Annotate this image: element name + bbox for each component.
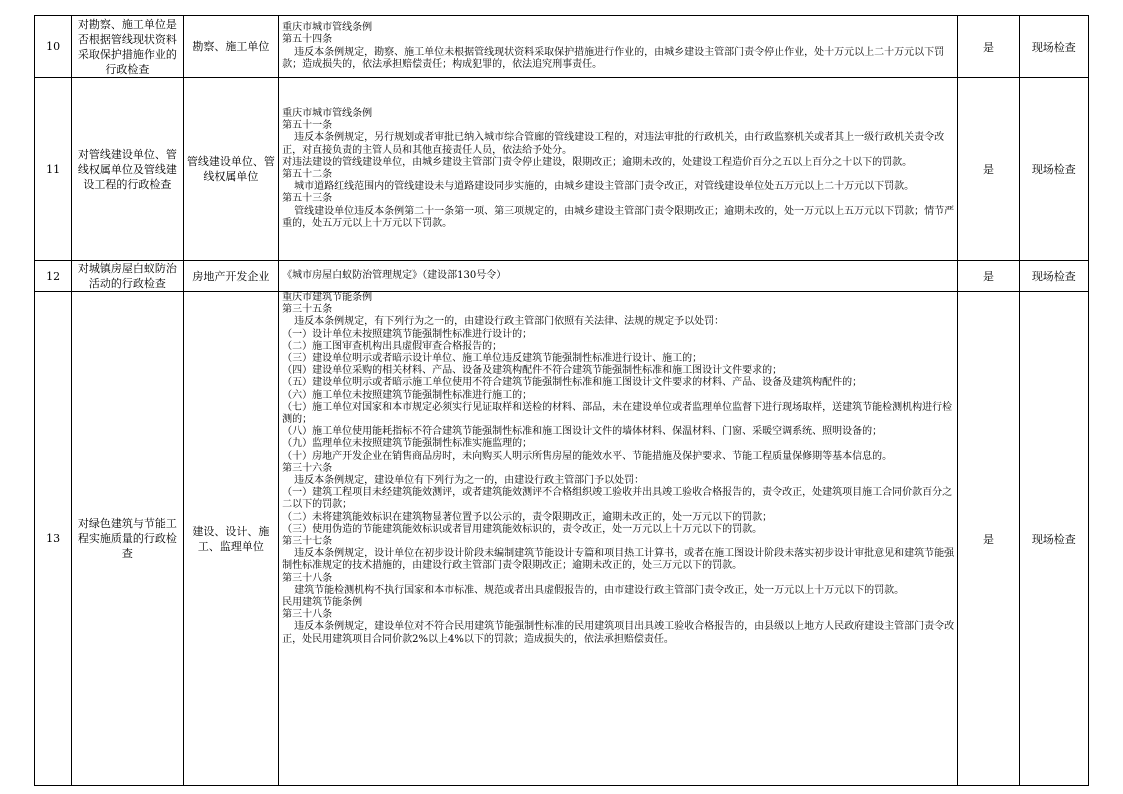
basis-line: 对违法建设的管线建设单位，由城乡建设主管部门责令停止建设，限期改正；逾期未改的，处建设工程造价百分之五以上百分之十以下的罚款。: [282, 156, 913, 168]
inspection-mode: 现场检查: [1019, 78, 1088, 261]
basis-line: 管线建设单位违反本条例第二十一条第一项、第三项规定的，由城乡建设主管部门责令限期改正；逾期未改的，处一万元以上五万元以下罚款；情节严重的，处五万元以上十万元以下罚款。: [282, 205, 955, 229]
basis-line: 第三十六条: [282, 462, 333, 474]
basis-line: 第五十四条: [282, 34, 333, 46]
table-row: [35, 78, 1089, 261]
applicable-flag: 是: [958, 78, 1019, 261]
basis-line: 违反本条例规定，有下列行为之一的，由建设行政主管部门依照有关法律、法规的规定予以处罚：: [294, 316, 725, 328]
inspection-item: 对城镇房屋白蚁防治活动的行政检查: [72, 261, 184, 292]
basis-line: 第五十三条: [282, 193, 333, 205]
basis-line: （二）未将建筑能效标识在建筑物显著位置予以公示的，责令限期改正，逾期未改正的，处一万元以下的罚款；: [282, 511, 773, 523]
basis-line: （四）建设单位采购的相关材料、产品、设备及建筑构配件不符合建筑节能强制性标准和施工图设计文件要求的；: [282, 365, 783, 377]
basis-line: 第五十二条: [282, 169, 333, 180]
legal-basis: [279, 78, 958, 261]
basis-line: （一）建筑工程项目未经建筑能效测评，或者建筑能效测评不合格组织竣工验收并出具竣工验收合格报告的，责令改正，处建筑项目施工合同价款百分之二以下的罚款；: [282, 487, 953, 511]
basis-line: 第三十八条: [282, 609, 333, 621]
basis-line: 违反本条例规定，设计单位在初步设计阶段未编制建筑节能设计专篇和项目热工计算书，或者在施工图设计阶段未落实初步设计审批意见和建筑节能强制性标准规定的技术措施的，由建设行政主管部门责令限期改正；逾期未改正的，处三万元以下的罚款。: [282, 548, 955, 572]
applicable-flag: 是: [958, 261, 1019, 292]
basis-line: （十）房地产开发企业在销售商品房时，未向购买人明示所售房屋的能效水平、节能措施及保护要求、节能工程质量保修期等基本信息的。: [282, 450, 893, 462]
basis-line: （七）施工单位对国家和本市规定必须实行见证取样和送检的材料、部品，未在建设单位或者监理单位监督下进行现场取样，送建筑节能检测机构进行检测的；: [282, 401, 953, 426]
inspection-mode: 现场检查: [1019, 16, 1088, 78]
basis-line: 民用建筑节能条例: [282, 597, 363, 609]
table-row: [35, 292, 1089, 786]
applicable-flag: 是: [958, 16, 1019, 78]
basis-line: （一）设计单位未按照建筑节能强制性标准进行设计的；: [282, 328, 533, 340]
basis-line: （八）施工单位使用能耗指标不符合建筑节能强制性标准和施工图设计文件的墙体材料、保温材料、门窗、采暖空调系统、照明设备的；: [282, 426, 883, 438]
legal-basis: [279, 16, 958, 78]
legal-basis-text: [282, 270, 954, 282]
inspection-subject: 房地产开发企业: [183, 261, 278, 292]
inspection-item: 对绿色建筑与节能工程实施质量的行政检查: [72, 292, 184, 786]
basis-line: 重庆市城市管线条例: [282, 107, 373, 119]
inspection-mode: 现场检查: [1019, 292, 1088, 786]
basis-line: 违反本条例规定，勘察、施工单位未根据管线现状资料采取保护措施进行作业的，由城乡建设主管部门责令停止作业，处十万元以上二十万元以下罚款；造成损失的，依法承担赔偿责任；构成犯罪的，依法追究刑事责任。: [282, 46, 945, 70]
basis-line: （二）施工图审查机构出具虚假审查合格报告的；: [282, 340, 503, 352]
inspection-item: 对勘察、施工单位是否根据管线现状资料采取保护措施作业的行政检查: [72, 16, 184, 78]
inspection-subject: 管线建设单位、管线权属单位: [183, 78, 278, 261]
basis-line: 第三十八条: [282, 572, 333, 584]
inspection-table: [34, 15, 1089, 786]
row-number: 10: [35, 16, 72, 78]
applicable-flag: 是: [958, 292, 1019, 786]
basis-line: （六）施工单位未按照建筑节能强制性标准进行施工的；: [282, 389, 533, 401]
basis-line: （三）建设单位明示或者暗示设计单位、施工单位违反建筑节能强制性标准进行设计、施工的；: [282, 353, 703, 365]
basis-line: （三）使用伪造的节能建筑能效标识或者冒用建筑能效标识的，责令改正，处一万元以上十万元以下的罚款。: [282, 523, 763, 535]
row-number: 13: [35, 292, 72, 786]
basis-line: 第五十一条: [282, 120, 333, 132]
table-row: [35, 16, 1089, 78]
basis-line: 第三十五条: [282, 304, 333, 316]
inspection-subject: 建设、设计、施工、监理单位: [183, 292, 278, 786]
legal-basis: [279, 261, 958, 292]
basis-line: 重庆市城市管线条例: [282, 22, 373, 34]
row-number: 12: [35, 261, 72, 292]
inspection-item: 对管线建设单位、管线权属单位及管线建设工程的行政检查: [72, 78, 184, 261]
basis-line: （五）建设单位明示或者暗示施工单位使用不符合建筑节能强制性标准和施工图设计文件要求的材料、产品、设备及建筑构配件的；: [282, 377, 863, 389]
basis-line: 《城市房屋白蚁防治管理规定》（建设部130号令）: [282, 269, 507, 281]
table-row: [35, 261, 1089, 292]
row-number: 11: [35, 78, 72, 261]
legal-basis-text: [282, 108, 954, 230]
basis-line: 建筑节能检测机构不执行国家和本市标准、规范或者出具虚假报告的，由市建设行政主管部门责令改正，处一万元以上十万元以下的罚款。: [294, 584, 905, 596]
inspection-mode: 现场检查: [1019, 261, 1088, 292]
basis-line: （九）监理单位未按照建筑节能强制性标准实施监理的；: [282, 438, 533, 450]
inspection-subject: 勘察、施工单位: [183, 16, 278, 78]
basis-line: 城市道路红线范围内的管线建设未与道路建设同步实施的，由城乡建设主管部门责令改正，对管线建设单位处五万元以上二十万元以下罚款。: [294, 181, 915, 193]
basis-line: 重庆市建筑节能条例: [282, 292, 373, 303]
legal-basis: [279, 292, 958, 786]
basis-line: 第三十七条: [282, 536, 333, 548]
legal-basis-text: [282, 292, 954, 785]
basis-line: 违反本条例规定，另行规划或者审批已纳入城市综合管廊的管线建设工程的，对违法审批的行政机关，由行政监察机关或者其上一级行政机关责令改正，对直接负责的主管人员和其他直接责任人员，依法给予处分。: [282, 132, 945, 156]
basis-line: 违反本条例规定，建设单位对不符合民用建筑节能强制性标准的民用建筑项目出具竣工验收合格报告的，由县级以上地方人民政府建设主管部门责令改正，处民用建筑项目合同价款2%以上4%以下的罚款；造成损失的，依法承担赔偿责任。: [282, 621, 955, 645]
basis-line: 违反本条例规定，建设单位有下列行为之一的，由建设行政主管部门予以处罚：: [294, 475, 645, 487]
legal-basis-text: [282, 22, 954, 71]
